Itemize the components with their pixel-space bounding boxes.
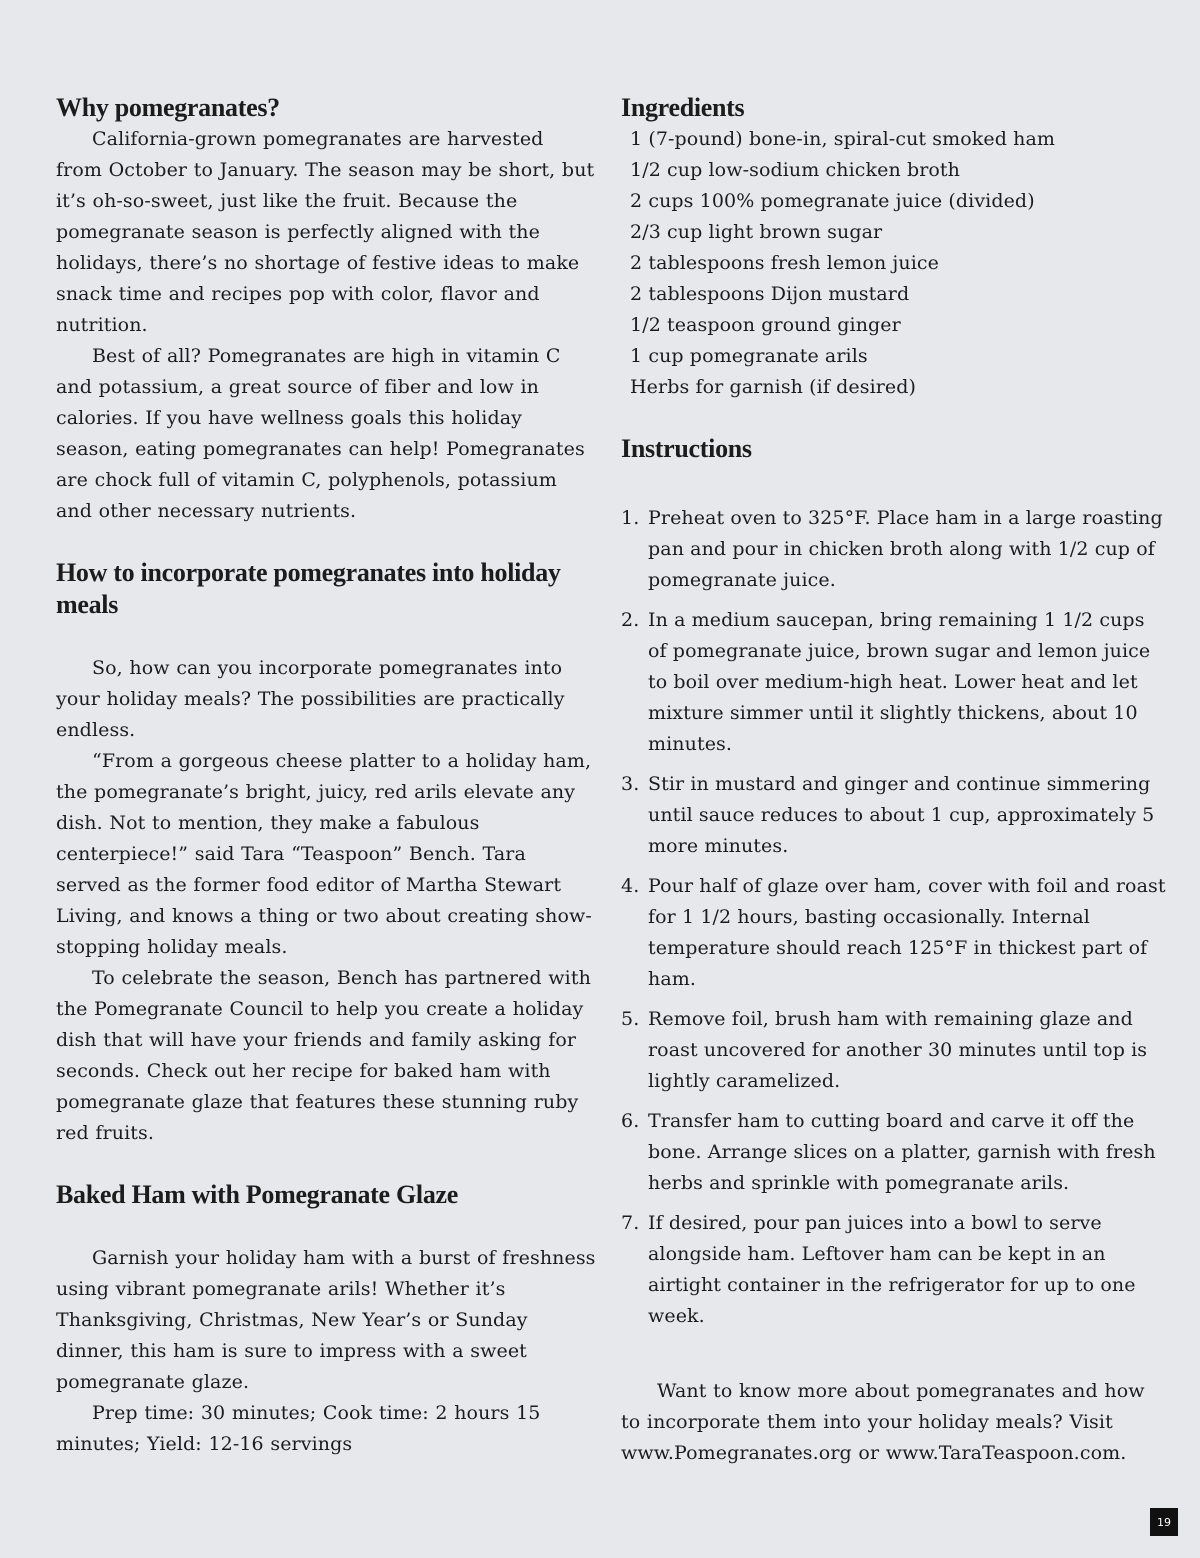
instruction-step: [621, 871, 1166, 995]
heading-recipe-title: Baked Ham with Pomegranate Glaze: [56, 1180, 459, 1209]
step-number: 7.: [621, 1212, 640, 1234]
step-number: 3.: [621, 773, 640, 795]
instruction-step: [621, 769, 1166, 862]
heading-ingredients: Ingredients: [621, 93, 745, 122]
ingredient-item: 1/2 cup low-sodium chicken broth: [630, 159, 961, 181]
ingredient-item: 1 cup pomegranate arils: [630, 345, 868, 367]
ingredient-item: 2 cups 100% pomegranate juice (divided): [630, 190, 1035, 212]
paragraph: Best of all? Pomegranates are high in vitamin C and potassium, a great source of fiber and low in calories. If you have wellness goals this holiday season, eating pomegranates can help! Pomegranates are chock full of vitamin C, polyphenols, potassium and other necessary nutrients.: [56, 345, 585, 522]
ingredients-list: [621, 124, 1166, 403]
step-number: 1.: [621, 507, 640, 529]
closing-paragraph: Want to know more about pomegranates and how to incorporate them into your holiday meals? Visit www.Pomegranates.org or www.TaraTeaspoon.com.: [621, 1380, 1145, 1464]
paragraph: To celebrate the season, Bench has partnered with the Pomegranate Council to help you create a holiday dish that will have your friends and family asking for seconds. Check out her recipe for baked ham with pomegranate glaze that features these stunning ruby red fruits.: [56, 967, 591, 1144]
step-number: 5.: [621, 1008, 640, 1030]
ingredient-item: 2 tablespoons Dijon mustard: [630, 283, 910, 305]
step-number: 2.: [621, 609, 640, 631]
step-text: If desired, pour pan juices into a bowl to serve alongside ham. Leftover ham can be kept in an airtight container in the refrigerator for up to one week.: [648, 1212, 1136, 1327]
paragraph: Garnish your holiday ham with a burst of freshness using vibrant pomegranate arils! Whether it’s Thanksgiving, Christmas, New Year’s or Sunday dinner, this ham is sure to impress with a sweet pomegranate glaze.: [56, 1247, 596, 1393]
step-text: Transfer ham to cutting board and carve it off the bone. Arrange slices on a platter, garnish with fresh herbs and sprinkle with pomegranate arils.: [648, 1110, 1156, 1194]
instruction-step: [621, 1106, 1166, 1199]
step-number: 4.: [621, 875, 640, 897]
instruction-step: [621, 1004, 1166, 1097]
recipe-times: Prep time: 30 minutes; Cook time: 2 hours 15 minutes; Yield: 12-16 servings: [56, 1402, 541, 1455]
ingredient-item: 2 tablespoons fresh lemon juice: [630, 252, 940, 274]
ingredient-item: 2/3 cup light brown sugar: [630, 221, 883, 243]
heading-instructions: Instructions: [621, 434, 752, 463]
step-number: 6.: [621, 1110, 640, 1132]
instructions-list: [621, 503, 1166, 1332]
heading-why-pomegranates: Why pomegranates?: [56, 93, 280, 122]
paragraph: California-grown pomegranates are harvested from October to January. The season may be short, but it’s oh-so-sweet, just like the fruit. Because the pomegranate season is perfectly aligned with the holidays, there’s no shortage of festive ideas to make snack time and recipes pop with color, flavor and nutrition.: [56, 128, 595, 336]
step-text: Pour half of glaze over ham, cover with foil and roast for 1 1/2 hours, basting occasionally. Internal temperature should reach 125°F in thickest part of ham.: [648, 875, 1166, 990]
instruction-step: [621, 503, 1166, 596]
paragraph: So, how can you incorporate pomegranates into your holiday meals? The possibilities are practically endless.: [56, 657, 565, 741]
paragraph: “From a gorgeous cheese platter to a holiday ham, the pomegranate’s bright, juicy, red arils elevate any dish. Not to mention, they make a fabulous centerpiece!” said Tara “Teaspoon” Bench. Tara served as the former food editor of Martha Stewart Living, and knows a thing or two about creating show-stopping holiday meals.: [56, 750, 592, 958]
page-number: 19: [1150, 1508, 1178, 1536]
left-column: [56, 92, 596, 1460]
ingredient-item: Herbs for garnish (if desired): [630, 376, 917, 398]
step-text: Preheat oven to 325°F. Place ham in a large roasting pan and pour in chicken broth along with 1/2 cup of pomegranate juice.: [648, 507, 1163, 591]
right-column: [621, 92, 1166, 1469]
instruction-step: [621, 605, 1166, 760]
ingredient-item: 1/2 teaspoon ground ginger: [630, 314, 901, 336]
step-text: Stir in mustard and ginger and continue simmering until sauce reduces to about 1 cup, approximately 5 more minutes.: [648, 773, 1155, 857]
step-text: Remove foil, brush ham with remaining glaze and roast uncovered for another 30 minutes until top is lightly caramelized.: [648, 1008, 1148, 1092]
instruction-step: [621, 1208, 1166, 1332]
ingredient-item: 1 (7-pound) bone-in, spiral-cut smoked ham: [630, 128, 1056, 150]
step-text: In a medium saucepan, bring remaining 1 1/2 cups of pomegranate juice, brown sugar and lemon juice to boil over medium-high heat. Lower heat and let mixture simmer until it slightly thickens, about 10 minutes.: [648, 609, 1151, 755]
heading-incorporate: How to incorporate pomegranates into holiday meals: [56, 558, 561, 619]
